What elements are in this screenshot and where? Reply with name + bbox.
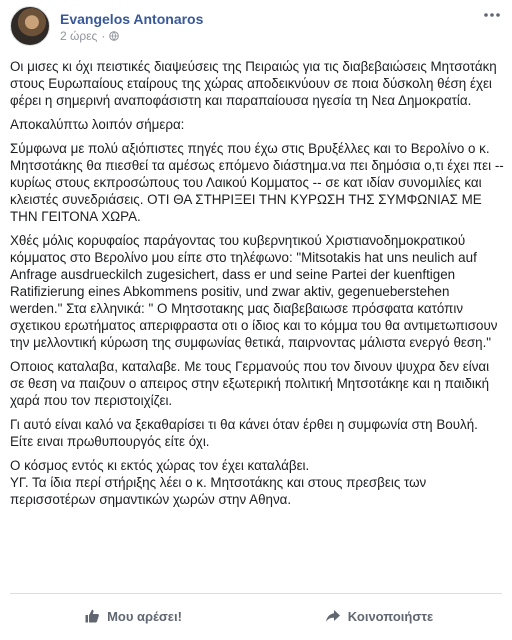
- post-body: [10, 58, 504, 515]
- post-paragraph: Οι μισες κι όχι πειστικές διαψεύσεις της Πειραιώς για τις διαβεβαιώσεις Μητσοτάκη στους Ευρωπαίους εταίρους της χώρας αποδεικνύουν σε ποια δύσκολη θέση έχει φέρει η σημερινή αναποφάσιστη και παραπαίουσα ηγεσία τη Νεα Δημοκρατία.: [10, 59, 497, 108]
- divider: [10, 593, 502, 594]
- post-paragraph: Αποκαλύπτω λοιπόν σήμερα:: [10, 117, 185, 132]
- like-button[interactable]: [10, 598, 256, 634]
- share-arrow-icon: [325, 608, 341, 624]
- author-name[interactable]: Evangelos Antonaros: [60, 11, 204, 27]
- share-label: Κοινοποιήστε: [347, 608, 434, 624]
- globe-icon: [109, 31, 119, 41]
- author-avatar[interactable]: [10, 6, 50, 46]
- share-button[interactable]: [256, 598, 502, 634]
- post-paragraph: Χθές μόλις κορυφαίος παράγοντας του κυβερνητικού Χριστιανοδημοκρατικού κόμματος στο Βερολίνο μου είπε στο τηλέφωνο: "Mitsotakis hat uns neulich auf Anfrage ausdrueckilch zugesichert, dass er und seine Partei der kuenftigen Ratifizierung eines Abkommens positiv, und zwar aktiv, gegenueberstehen werden." Στα ελληνικά: " Ο Μητσοτακης μας διαβεβαιωσε πρόσφατα κατόπιν σχετικου ερωτήματος απεριφραστα οτι ο ίδιος και το κόμμα του θα αντιμετωπισουν την μελλοντική κύρωση της συμφωνίας θετικά, παιρνοντας μάλιστα ενεργό θεση.": [10, 233, 498, 350]
- post-paragraph: Οποιος καταλαβα, καταλαβε. Με τους Γερμανούς που τον δινουν ψυχρα δεν είναι σε θεση να παιζουν ο απειρος στην εξωτερική πολιτική Μητσοτάκηε και η παιδική χαρά που τον περιστοιχίζει.: [10, 359, 490, 408]
- post-actions: [10, 598, 502, 634]
- more-options-icon[interactable]: [482, 8, 502, 22]
- post-header: [10, 6, 502, 46]
- post-paragraph: Γι αυτό είναι καλό να ξεκαθαρίσει τι θα κάνει όταν έρθει η συμφωνία στη Βουλή. Είτε ειναι πρωθυπουργός είτε όχι.: [10, 417, 478, 449]
- post-paragraph: Σύμφωνα με πολύ αξιόπιστες πηγές που έχω στις Βρυξέλλες και το Βερολίνο ο κ. Μητσοτάκης θα πιεσθεί τα αμέσως επόμενο διάστημα.να πει δημόσια ο,τι έχει πει -- κυρίως στους εκπροσώπους του Λαικού Κομματος -- σε κατ ιδίαν συνομιλίες και κλειστές συνεδριάσεις. ΟΤΙ ΘΑ ΣΤΗΡΙΞΕΙ ΤΗΝ ΚΥΡΩΣΗ ΤΗΣ ΣΥΜΦΩΝΙΑΣ ΜΕ ΤΗΝ ΓΕΙΤΟΝΑ ΧΩΡΑ.: [10, 141, 504, 224]
- thumbs-up-icon: [84, 608, 100, 624]
- post-paragraph: Ο κόσμος εντός κι εκτός χώρας τον έχει καταλάβει. ΥΓ. Τα ίδια περί στήριξης λέει ο κ. Μητσοτάκης και στους πρεσβεις των περισσοτέρων σημαντικών χωρών στην Αθηνα.: [10, 458, 427, 507]
- like-label: Μου αρέσει!: [107, 608, 182, 624]
- post-timestamp[interactable]: 2 ώρες: [60, 29, 98, 43]
- post-meta: 2 ώρες ·: [60, 29, 119, 43]
